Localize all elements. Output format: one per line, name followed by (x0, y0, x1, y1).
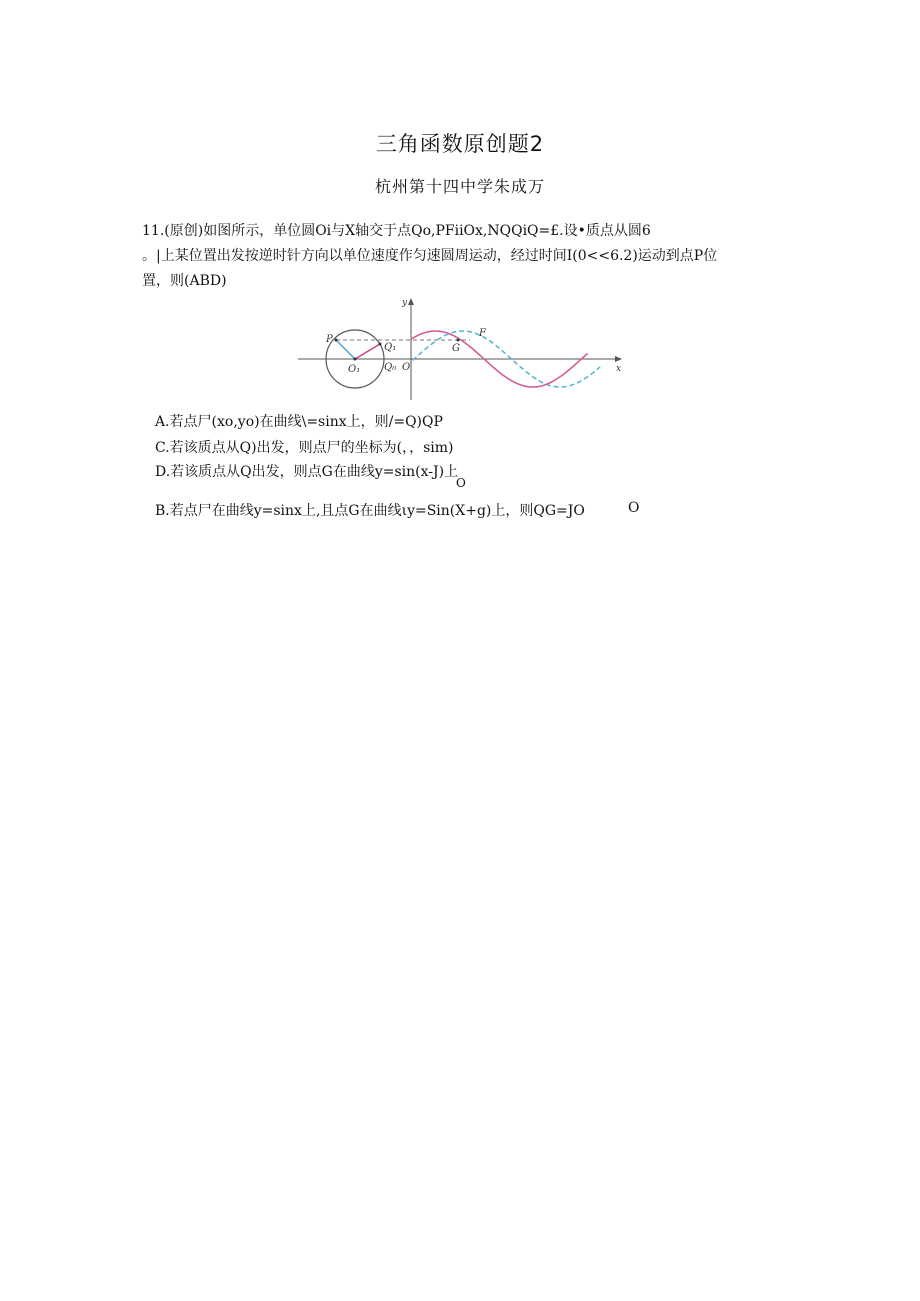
document-title: 三角函数原创题2 (375, 132, 545, 156)
point-o1 (354, 358, 357, 361)
document-author: 杭州第十四中学朱成万 (374, 177, 545, 196)
option-d-subscript: O (456, 476, 466, 490)
label-q1: Q₁ (384, 342, 397, 353)
point-p (335, 339, 338, 342)
label-f: F (479, 328, 486, 339)
label-y: y (402, 298, 408, 308)
option-b-tail: O (628, 500, 640, 516)
point-q1 (379, 343, 382, 346)
x-axis-arrow (615, 356, 622, 362)
label-x: x (616, 364, 622, 374)
option-b: B.若点尸在曲线y=sinx上,且点G在曲线ιy=Sin(X+g)上，则QG=JO (155, 503, 585, 519)
label-g: G (452, 343, 460, 354)
label-p: P (326, 334, 333, 345)
unit-circle-sine-figure (298, 296, 628, 408)
y-axis-arrow (408, 298, 414, 305)
label-o: O (402, 362, 411, 373)
radius-o1-q1 (355, 344, 380, 359)
radius-o1-p (336, 340, 355, 359)
label-o1: O₁ (348, 364, 361, 375)
option-a: A.若点尸(xo,yo)在曲线\=sinx上，则/=Q)QP (155, 414, 443, 430)
question-line-2: 。|上某位置出发按逆时针方向以单位速度作匀速圆周运动，经过时间I(0<<6.2)运动到点P位 (142, 248, 718, 264)
label-q0: Q₀ (384, 362, 397, 373)
question-line-3: 置，则(ABD) (142, 273, 227, 289)
option-d: D.若该质点从Q出发，则点G在曲线y=sin(x-J)上 (155, 464, 459, 480)
option-c: C.若该质点从Q)出发，则点尸的坐标为(，，sim) (155, 440, 454, 456)
point-g (457, 339, 460, 342)
question-line-1: 11.(原创)如图所示，单位圆Oi与X轴交于点Qo,PFiiOx,NQQiQ=£.设•质点从圆6 (142, 223, 651, 239)
